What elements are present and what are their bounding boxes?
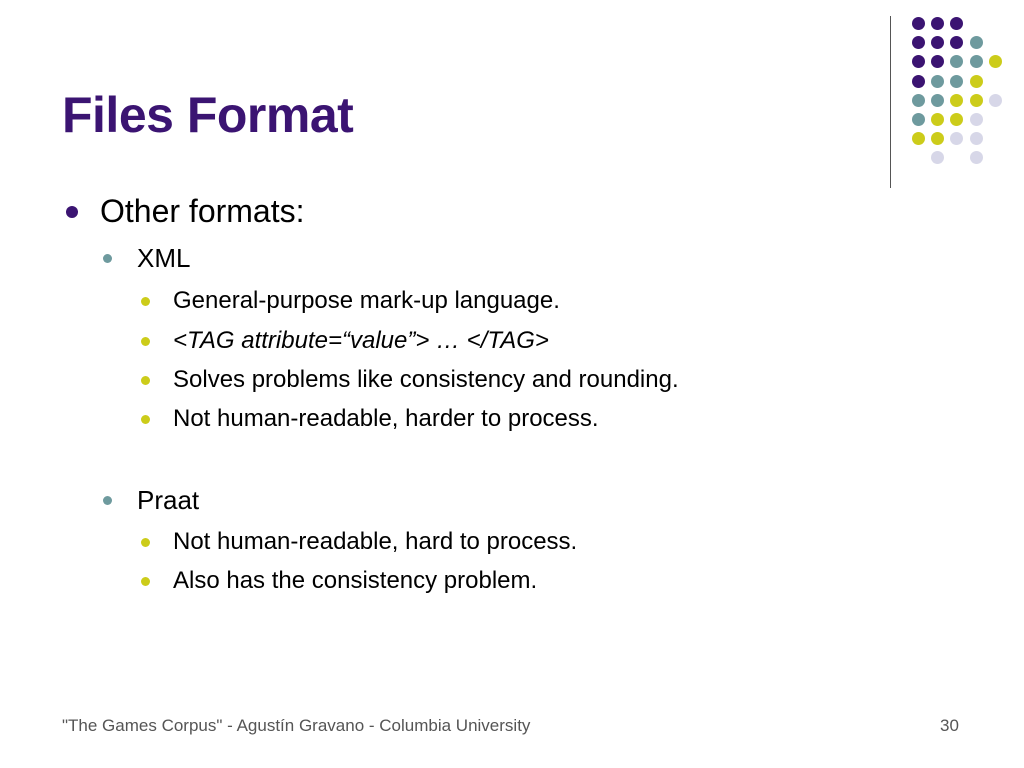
bullet-item-other-formats xyxy=(66,193,305,230)
decorative-dot xyxy=(912,94,925,107)
decorative-dot xyxy=(950,94,963,107)
bullet-item-consistency xyxy=(141,567,537,595)
decorative-dot xyxy=(970,151,983,164)
bullet-item-not-readable-praat xyxy=(141,528,577,556)
decorative-dot xyxy=(931,94,944,107)
bullet-dot-icon xyxy=(141,376,150,385)
decorative-dot xyxy=(912,113,925,126)
decorative-dot xyxy=(912,17,925,30)
decorative-dot xyxy=(950,75,963,88)
decorative-dot xyxy=(950,132,963,145)
bullet-item-tag-syntax xyxy=(141,327,549,355)
bullet-item-praat xyxy=(103,485,199,516)
bullet-item-xml xyxy=(103,243,190,274)
decorative-dot xyxy=(912,55,925,68)
bullet-dot-icon xyxy=(103,254,112,263)
decorative-dot xyxy=(950,17,963,30)
bullet-text: Praat xyxy=(137,485,200,515)
decorative-dot xyxy=(989,55,1002,68)
bullet-dot-icon xyxy=(103,496,112,505)
decorative-dot xyxy=(950,36,963,49)
decorative-dot xyxy=(931,17,944,30)
bullet-text: Not human-readable, harder to process. xyxy=(173,405,599,432)
bullet-dot-icon xyxy=(141,577,150,586)
decorative-dot xyxy=(912,132,925,145)
decorative-dot xyxy=(931,151,944,164)
vertical-divider xyxy=(890,16,891,188)
bullet-text: Also has the consistency problem. xyxy=(173,567,538,594)
decorative-dot xyxy=(931,113,944,126)
decorative-dot xyxy=(931,55,944,68)
footer-credit: "The Games Corpus" - Agustín Gravano - Columbia University xyxy=(62,716,531,735)
decorative-dot xyxy=(912,75,925,88)
decorative-dot xyxy=(970,94,983,107)
bullet-item-general-purpose xyxy=(141,287,560,315)
decorative-dot xyxy=(989,94,1002,107)
bullet-item-not-readable-xml xyxy=(141,405,599,433)
decorative-dot xyxy=(912,36,925,49)
page-number: 30 xyxy=(940,716,959,735)
decorative-dot xyxy=(931,75,944,88)
bullet-dot-icon xyxy=(66,206,78,218)
bullet-text: Other formats: xyxy=(100,193,305,229)
bullet-text: General-purpose mark-up language. xyxy=(173,287,560,314)
decorative-dot xyxy=(950,113,963,126)
bullet-dot-icon xyxy=(141,415,150,424)
decorative-dot xyxy=(950,55,963,68)
bullet-text: XML xyxy=(137,243,191,273)
bullet-text: <TAG attribute=“value”> … </TAG> xyxy=(173,327,549,354)
decorative-dot xyxy=(970,113,983,126)
bullet-dot-icon xyxy=(141,297,150,306)
bullet-text: Solves problems like consistency and rounding. xyxy=(173,366,679,393)
decorative-dot xyxy=(931,132,944,145)
decorative-dot xyxy=(931,36,944,49)
bullet-item-solves-problems xyxy=(141,366,679,394)
bullet-dot-icon xyxy=(141,337,150,346)
slide-title: Files Format xyxy=(62,87,354,143)
decorative-dot-grid xyxy=(0,0,1024,200)
bullet-text: Not human-readable, hard to process. xyxy=(173,528,578,555)
decorative-dot xyxy=(970,55,983,68)
decorative-dot xyxy=(970,132,983,145)
bullet-dot-icon xyxy=(141,538,150,547)
decorative-dot xyxy=(970,75,983,88)
decorative-dot xyxy=(970,36,983,49)
